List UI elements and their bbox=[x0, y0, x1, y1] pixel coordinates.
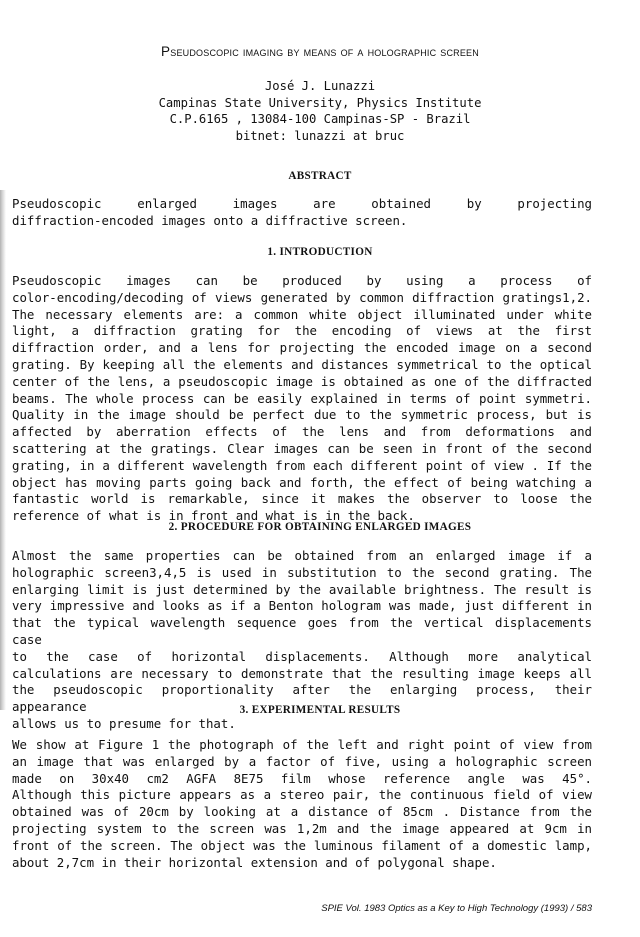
text-line: grating. By keeping all the elements and distances symmetrical to the optical bbox=[12, 356, 592, 372]
text-line: projecting system to the screen was 1,2m and the image appeared at 9cm in bbox=[12, 820, 592, 836]
text-line: front of the screen. The object was the luminous filament of a domestic lamp, bbox=[12, 837, 592, 853]
abstract-heading: ABSTRACT bbox=[288, 170, 352, 182]
text-line: that the typical wavelength sequence goes from the vertical displacements case bbox=[12, 615, 592, 647]
text-line: holographic screen3,4,5 is used in substitution to the second grating. The bbox=[12, 564, 592, 580]
text-line: very impressive and looks as if a Benton hologram was made, just different in bbox=[12, 598, 592, 614]
text-line: calculations are necessary to demonstrate that the resulting image keeps all bbox=[12, 665, 592, 681]
text-line: allows us to presume for that. bbox=[12, 715, 236, 731]
text-line: Almost the same properties can be obtained from an enlarged image if a bbox=[12, 548, 592, 563]
text-line: an image that was enlarged by a factor of five, using a holographic screen bbox=[12, 753, 592, 769]
text-line: affected by aberration effects of the lens and from deformations and bbox=[12, 424, 592, 440]
text-line: Pseudoscopic images can be produced by using a process of bbox=[12, 273, 592, 288]
text-line: Quality in the image should be perfect due to the symmetric process, but is bbox=[12, 407, 592, 423]
paper-title: Pseudoscopic imaging by means of a holographic screen bbox=[161, 44, 479, 59]
author-address: C.P.6165 , 13084-100 Campinas-SP - Brazil bbox=[169, 112, 471, 126]
text-line: color-encoding/decoding of views generated by common diffraction gratings1,2. bbox=[12, 289, 592, 305]
author-bitnet: bitnet: lunazzi at bruc bbox=[235, 128, 405, 143]
introduction-text bbox=[12, 273, 592, 525]
text-line: to the case of horizontal displacements. Although more analytical bbox=[12, 648, 592, 664]
text-line: Although this picture appears as a stereo pair, the continuous field of view bbox=[12, 787, 592, 803]
text-line: We show at Figure 1 the photograph of the left and right point of view from bbox=[12, 737, 592, 752]
abstract-text bbox=[12, 196, 592, 230]
text-line: obtained was of 20cm by looking at a distance of 85cm . Distance from the bbox=[12, 804, 592, 820]
abstract-line: diffraction-encoded images onto a diffractive screen. bbox=[12, 212, 408, 228]
text-line: fantastic world is remarkable, since it makes the observer to loose the bbox=[12, 491, 592, 507]
section-heading-results: 3. EXPERIMENTAL RESULTS bbox=[239, 704, 401, 716]
author-affiliation: Campinas State University, Physics Institute bbox=[158, 95, 482, 110]
scan-edge-shadow bbox=[0, 190, 6, 710]
section-heading-introduction: 1. INTRODUCTION bbox=[267, 246, 373, 258]
author-name: José J. Lunazzi bbox=[264, 79, 376, 93]
text-line: scattering at the gratings. Clear images can be seen in front of the second bbox=[12, 440, 592, 456]
text-line: The necessary elements are: a common white object illuminated under white bbox=[12, 306, 592, 322]
results-text bbox=[12, 737, 592, 871]
abstract-line: Pseudoscopic enlarged images are obtained by projecting bbox=[12, 196, 592, 211]
text-line: made on 30x40 cm2 AGFA 8E75 film whose reference angle was 45°. bbox=[12, 770, 592, 786]
text-line: beams. The whole process can be easily explained in terms of point symmetri. bbox=[12, 390, 592, 406]
text-line: object has moving parts going back and forth, the effect of being watching a bbox=[12, 474, 592, 490]
text-line: grating, in a different wavelength from each different point of view . If the bbox=[12, 457, 592, 473]
text-line: about 2,7cm in their horizontal extension and of polygonal shape. bbox=[12, 854, 497, 870]
text-line: the pseudoscopic proportionality after the enlarging process, their appearance bbox=[12, 682, 592, 715]
page-footer: SPIE Vol. 1983 Optics as a Key to High Technology (1993) / 583 bbox=[321, 903, 592, 914]
text-line: light, a diffraction grating for the encoding of views at the first bbox=[12, 323, 592, 339]
text-line: reference of what is in front and what is in the back. bbox=[12, 508, 415, 524]
text-line: center of the lens, a pseudoscopic image is obtained as one of the diffracted bbox=[12, 373, 592, 389]
author-block bbox=[0, 78, 640, 144]
text-line: enlarging limit is just determined by the available brightness. The result is bbox=[12, 581, 592, 597]
section-heading-procedure: 2. PROCEDURE FOR OBTAINING ENLARGED IMAGES bbox=[168, 521, 472, 533]
text-line: diffraction order, and a lens for projecting the encoded image on a second bbox=[12, 340, 592, 356]
